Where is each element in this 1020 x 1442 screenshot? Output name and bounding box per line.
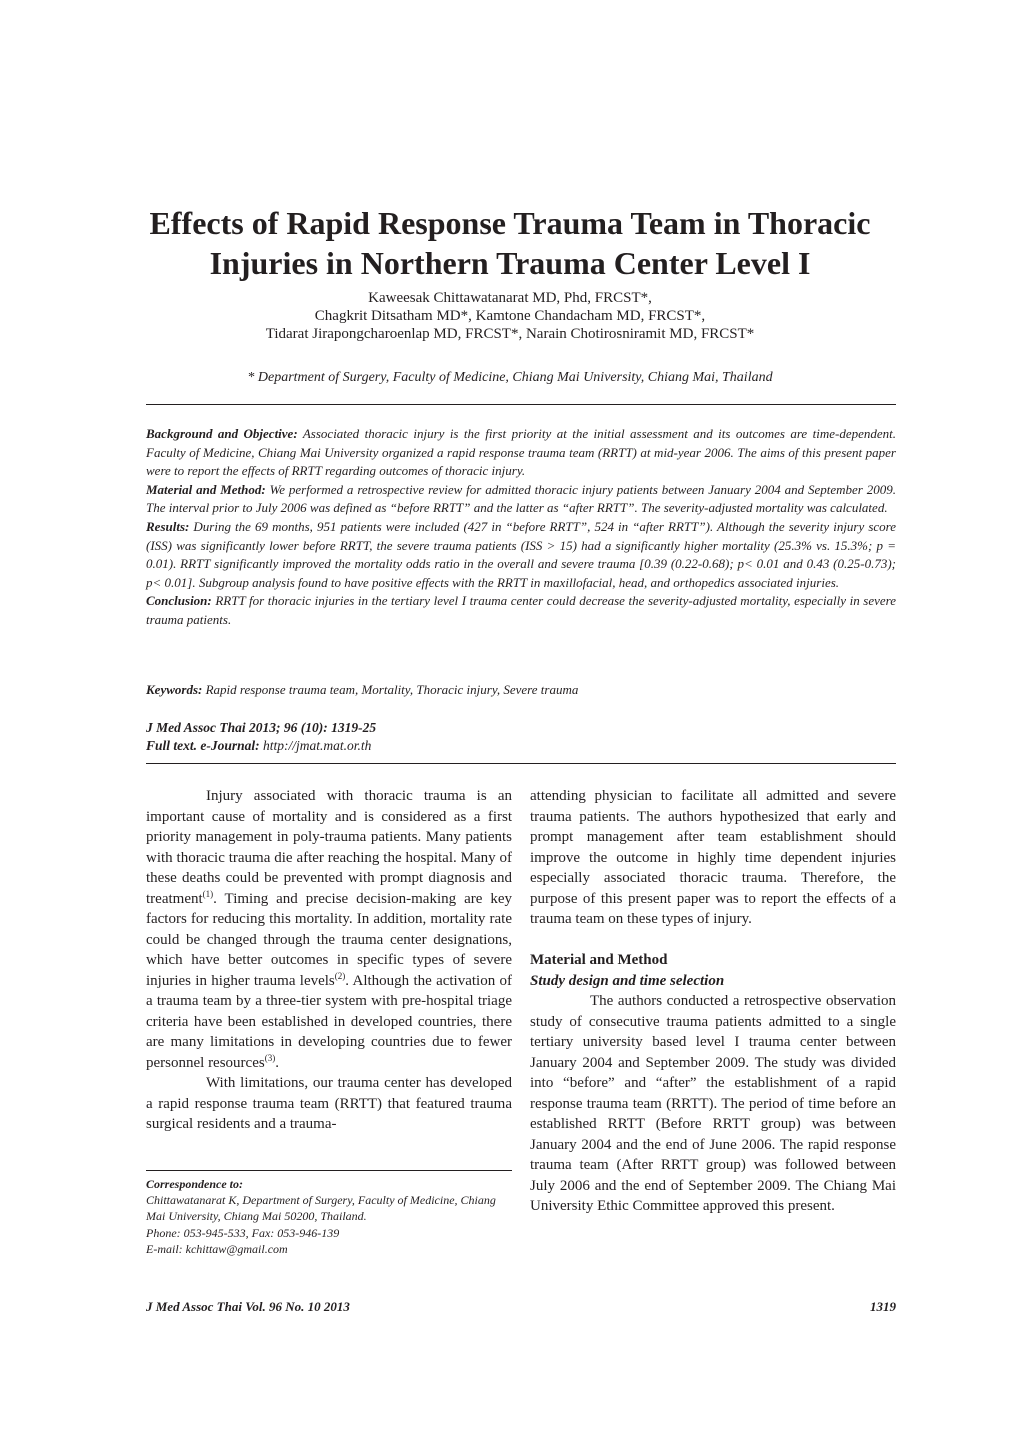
conclusion-text: RRTT for thoracic injuries in the tertiary level I trauma center could decrease the severity-adjusted mortality, especially in severe trauma patients. — [146, 593, 897, 627]
correspondence-phone: Phone: 053-945-533, Fax: 053-946-139 — [146, 1225, 340, 1240]
title-line-1: Effects of Rapid Response Trauma Team in Thoracic — [149, 205, 871, 241]
conclusion-label: Conclusion: — [146, 593, 212, 609]
intro-paragraph-2: With limitations, our trauma center has developed a rapid response trauma team (RRTT) that featured trauma surgical residents and a trauma- — [146, 1075, 512, 1132]
footer-journal: J Med Assoc Thai Vol. 96 No. 10 2013 — [146, 1299, 350, 1314]
abstract-conclusion — [146, 592, 896, 629]
page-number: 1319 — [870, 1299, 896, 1314]
correspondence — [146, 1176, 512, 1257]
paragraph-gap — [530, 930, 896, 951]
authors-line-3: Tidarat Jirapongcharoenlap MD, FRCST*, Narain Chotirosniramit MD, FRCST* — [265, 326, 755, 342]
abstract-results — [146, 518, 896, 592]
intro-text-d: . — [275, 1054, 279, 1071]
correspondence-divider — [146, 1170, 512, 1171]
keywords-text: Rapid response trauma team, Mortality, Thoracic injury, Severe trauma — [205, 682, 579, 697]
abstract-bottom-divider — [146, 763, 896, 764]
keywords-label: Keywords: — [146, 682, 203, 697]
background-text: Associated thoracic injury is the first priority at the initial assessment and its outcomes are time-dependent. Faculty of Medicine, Chiang Mai University organized a rapid response trauma team (RRTT) at mid-year 2006. The aims of this present paper were to report the effects of RRTT regarding outcomes of thoracic injury. — [146, 426, 897, 479]
keywords — [146, 682, 896, 698]
intro-text-b: . Timing and precise decision-making are key factors for reducing this mortality. In addition, mortality rate could be changed through the trauma center designations, which have better outcomes in specific types of severe injuries in higher trauma levels — [146, 890, 512, 989]
subsection-heading: Study design and time selection — [530, 972, 725, 989]
intro-paragraph-1 — [146, 786, 512, 1073]
body-right-column — [530, 786, 896, 1217]
abstract-top-divider — [146, 404, 896, 405]
author-list — [120, 289, 900, 343]
method-label: Material and Method: — [146, 481, 266, 497]
intro-text-c: . Although the activation of a trauma team by a three-tier system with pre-hospital triage criteria have been established in developed countries, there are many limitations in developing countries due to fewer personnel resources — [146, 972, 512, 1071]
abstract-background — [146, 425, 896, 481]
article-title — [100, 203, 920, 283]
correspondence-address: Chittawatanarat K, Department of Surgery, Faculty of Medicine, Chiang Mai University, Chiang Mai 50200, Thailand. — [146, 1193, 496, 1224]
intro-paragraph-continued: attending physician to facilitate all admitted and severe trauma patients. The authors hypothesized that early and prompt management after team establishment should improve the outcome in highly time dependent injuries especially associated thoracic trauma. Therefore, the purpose of this present paper was to report the effects of a trauma team on these types of injury. — [530, 788, 896, 927]
methods-paragraph: The authors conducted a retrospective observation study of consecutive trauma patients admitted to a single tertiary university based level I trauma center between January 2004 and September 2009. The study was divided into “before” and “after” the establishment of a rapid response trauma team (RRTT). The period of time before an established RRTT (Before RRTT group) was between January 2004 and the end of June 2006. The rapid response trauma team (After RRTT group) was followed between July 2006 and the end of September 2009. The Chiang Mai University Ethic Committee approved this present. — [530, 993, 896, 1214]
body-left-column — [146, 786, 512, 1135]
ref-3: (3) — [264, 1052, 276, 1063]
results-text: During the 69 months, 951 patients were included (427 in “before RRTT”, 524 in “after RRTT”). Although the severity injury score (ISS) was significantly lower before RRTT, the severe trauma patients (ISS > 15) had a significantly higher mortality (25.3% vs. 15.3%; p = 0.01). RRTT significantly improved the mortality odds ratio in the overall and severe trauma [0.39 (0.22-0.68); p< 0.01 and 0.43 (0.25-0.73); p< 0.01]. Subgroup analysis found to have positive effects with the RRTT in maxillofacial, head, and orthopedics associated injuries. — [146, 518, 897, 590]
correspondence-label: Correspondence to: — [146, 1177, 243, 1191]
ejournal-line — [146, 737, 896, 755]
intro-text-a: Injury associated with thoracic trauma is an important cause of mortality and is considered as a first priority management in poly-trauma patients. Many patients with thoracic trauma die after reaching the hospital. Many of these deaths could be prevented with prompt diagnosis and treatment — [146, 788, 512, 907]
abstract-method — [146, 481, 896, 518]
ejournal-link[interactable]: http://jmat.mat.or.th — [263, 738, 372, 753]
method-text: We performed a retrospective review for admitted thoracic injury patients between January 2004 and September 2009. The interval prior to July 2006 was defined as “before RRTT” and the latter as “after RRTT”. The severity-adjusted mortality was calculated. — [146, 481, 896, 516]
ejournal-label: Full text. e-Journal: — [146, 738, 260, 753]
citation — [146, 719, 896, 755]
affiliation: * Department of Surgery, Faculty of Medicine, Chiang Mai University, Chiang Mai, Thailand — [247, 370, 773, 385]
authors-line-1: Kaweesak Chittawatanarat MD, Phd, FRCST*, — [368, 290, 652, 306]
section-heading: Material and Method — [530, 952, 668, 968]
background-label: Background and Objective: — [146, 426, 298, 441]
ref-2: (2) — [334, 970, 346, 981]
title-line-2: Injuries in Northern Trauma Center Level I — [209, 245, 811, 281]
ref-1: (1) — [202, 888, 214, 899]
authors-line-2: Chagkrit Ditsatham MD*, Kamtone Chandacham MD, FRCST*, — [314, 308, 706, 324]
citation-line: J Med Assoc Thai 2013; 96 (10): 1319-25 — [146, 720, 377, 735]
results-label: Results: — [146, 518, 190, 534]
correspondence-email[interactable]: E-mail: kchittaw@gmail.com — [146, 1241, 288, 1256]
abstract — [146, 425, 896, 630]
